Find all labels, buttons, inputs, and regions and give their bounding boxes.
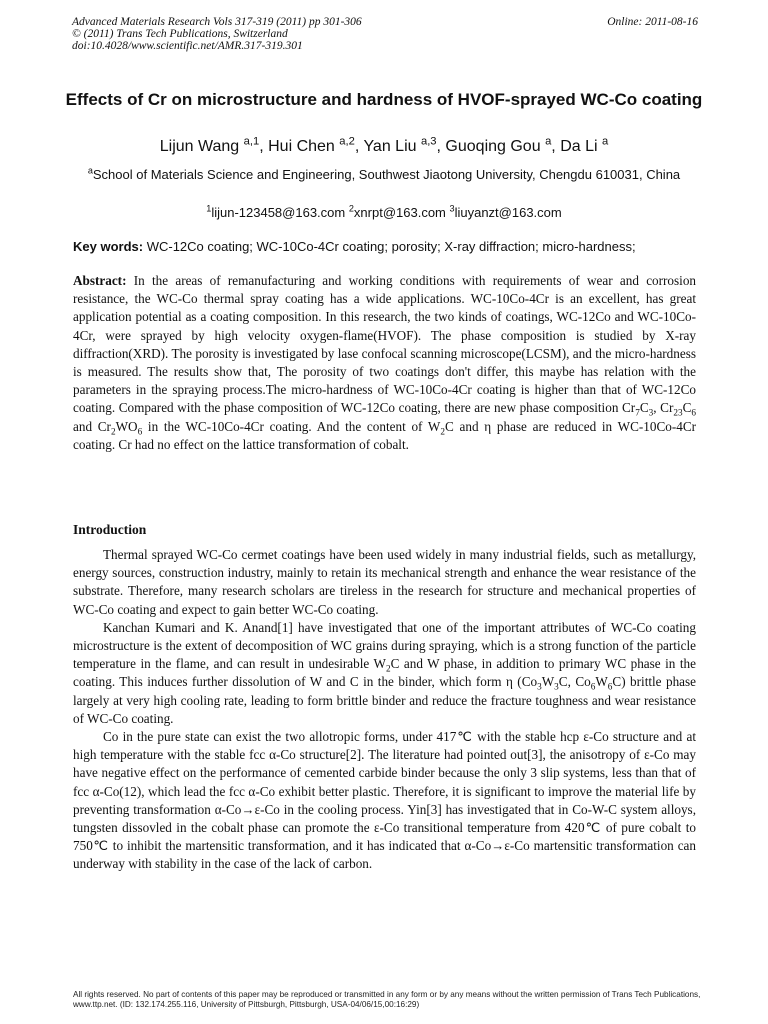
email-mark: 2 (348, 203, 354, 214)
journal-citation: Advanced Materials Research Vols 317-319 (2011) pp 301-306 (72, 16, 362, 28)
author-affil-mark: a,1 (243, 135, 260, 148)
email-mark: 1 (206, 203, 212, 214)
affiliation-text: School of Materials Science and Engineering, Southwest Jiaotong University, Chengdu 610031, China (92, 167, 681, 182)
abstract-label: Abstract: (73, 273, 127, 288)
author-affil-mark: a,2 (339, 135, 355, 148)
keywords-text: WC-12Co coating; WC-10Co-4Cr coating; porosity; X-ray diffraction; micro-hardness; (146, 239, 636, 254)
formula-part: C (639, 400, 649, 416)
formula-part: Cr (660, 400, 674, 416)
abstract-text: in the WC-10Co-4Cr coating. And the content of W (142, 418, 441, 434)
affiliation (60, 165, 708, 184)
author-affil-mark: a (545, 135, 552, 148)
abstract-text: , (653, 400, 661, 416)
formula-subscript: 6 (691, 408, 696, 419)
paragraph-text: C, Co (558, 674, 591, 690)
paragraph: Thermal sprayed WC-Co cermet coatings have been used widely in many industrial fields, such as metallurgy, energy sources, construction industry, mainly to retain its mechanical strength and enhance the wear resistance of the substrate. Therefore, many research scholars are tireless in the research for structure and mechanical properties of WC-Co coating and expect to gain better WC-Co coating. (73, 547, 696, 617)
formula-subscript: 3 (554, 682, 559, 693)
formula-part: WO (115, 418, 138, 434)
paragraph: Co in the pure state can exist the two allotropic forms, under 417℃ with the stable hcp ε-Co structure and at high temperature with the stable fcc α-Co structure[2]. The literature had pointed out[3], the anisotropy of ε-Co may have negative effect on the performance of cemented carbide binder because the only 3 slip systems, less than that of fcc α-Co(12), which lead the fcc α-Co exhibit better plastic. Therefore, it is significant to improve the material life by preventing transformation α-Co→ε-Co in the cooling process. Yin[3] has investigated that in Co-W-C system alloys, tungsten dissovled in the cobalt phase can promote the ε-Co transitional temperature from 420℃ of pure cobalt to 750℃ to inhibit the martensitic transformation, and it has indicated that α-Co→ε-Co martensitic transformation can underway with stability in the case of the lack of carbon. (73, 729, 696, 872)
formula-subscript: 6 (607, 682, 613, 693)
paragraph-text: W (541, 674, 555, 690)
author-affil-mark: a (602, 135, 609, 148)
introduction-body (73, 546, 696, 874)
email-mark: 3 (449, 203, 455, 214)
journal-header (72, 16, 698, 52)
email-list (60, 204, 708, 222)
author-name: Guoqing Gou (445, 138, 541, 155)
formula-subscript: 2 (110, 426, 116, 437)
formula-subscript: 2 (385, 663, 391, 674)
email-address: lijun-123458@163.com (211, 205, 346, 220)
paragraph (73, 619, 696, 728)
paragraph-text: C) brittle phase largely at very high cooling rate, leading to form brittle binder and reduce the fracture toughness and wear resistance of WC-Co coating. (73, 674, 697, 726)
doi-line: doi:10.4028/www.scientific.net/AMR.317-319.301 (72, 40, 303, 52)
online-date: Online: 2011-08-16 (607, 16, 698, 28)
email-address: xnrpt@163.com (353, 205, 446, 220)
formula-subscript: 6 (590, 682, 596, 693)
author-affil-mark: a,3 (420, 135, 437, 148)
copyright-line: © (2011) Trans Tech Publications, Switzerland (72, 28, 288, 40)
formula-subscript: 3 (648, 408, 654, 419)
paragraph-text: C and W phase, in addition to primary WC phase in the coating. This induces further dissolution of W and C in the binder, which form η (Co (73, 656, 697, 690)
abstract-text: and (73, 418, 98, 434)
formula-subscript: 6 (137, 426, 143, 437)
rights-footer: All rights reserved. No part of contents of this paper may be reproduced or transmitted in any form or by any means without the written permission of Trans Tech Publications, www.ttp.net. (ID: 132.174.255.116, University of Pittsburgh, Pittsburgh, USA-04/06/15,00:16:29) (73, 990, 701, 1009)
abstract-text: In the areas of remanufacturing and working conditions with requirements of wear and corrosion resistance, the WC-Co thermal spray coating has a wide applications. WC-10Co-4Cr is an excellent, has great application potential as a coating composition. In this research, the two kinds of coatings, WC-12Co and WC-10Co-4Cr, were sprayed by high velocity oxygen-flame(HVOF). The phase composition is studied by X-ray diffraction(XRD). The porosity is investigated by lase confocal scanning microscope(LCSM), and the micro-hardness is measured. The results show that, The porosity of two coatings don't differ, this maybe has relation with the parameters in the spraying process.The micro-hardness of WC-10Co-4Cr coating is higher than that of WC-12Co coating. Compared with the phase composition of WC-12Co coating, there are new phase composition (73, 273, 697, 416)
author-name: Lijun Wang (159, 138, 240, 155)
keywords (73, 238, 703, 256)
email-address: liuyanzt@163.com (454, 205, 562, 220)
author-list: Lijun Wang $^{a,1}$, Hui Chen $^{a,2}$, Yan Liu $^{a,3}$, Guoqing Gou $^a$, Da Li $^a$ (159, 135, 609, 155)
formula-part: Cr (97, 418, 111, 434)
paper-title: Effects of Cr on microstructure and hardness of HVOF-sprayed WC-Co coating (65, 90, 703, 109)
affiliation-mark: a (87, 165, 93, 176)
paragraph-text: Kanchan Kumari and K. Anand[1] have investigated that one of the important attributes of WC-Co coating microstructure is the extent of decomposition of WC grains during spraying, which is a strong function of the particle temperature in the flame, and can result in undesirable W (73, 619, 696, 672)
abstract-text: C and η phase are reduced in WC-10Co-4Cr coating. Cr had no effect on the lattice transformation of cobalt. (73, 418, 697, 452)
author-name: Da Li (560, 138, 598, 155)
formula-part: C (682, 400, 692, 416)
formula-subscript: 2 (440, 426, 445, 437)
formula-subscript: 3 (537, 682, 542, 693)
paragraph-text: W (595, 674, 608, 690)
author-name: Yan Liu (363, 138, 417, 155)
author-name: Hui Chen (268, 138, 335, 155)
formula-part: Cr (622, 400, 636, 416)
keywords-label: Key words: (73, 239, 144, 254)
abstract (73, 272, 696, 454)
formula-subscript: 23 (673, 408, 683, 419)
section-heading-introduction: Introduction (73, 522, 147, 537)
formula-subscript: 7 (635, 408, 640, 419)
